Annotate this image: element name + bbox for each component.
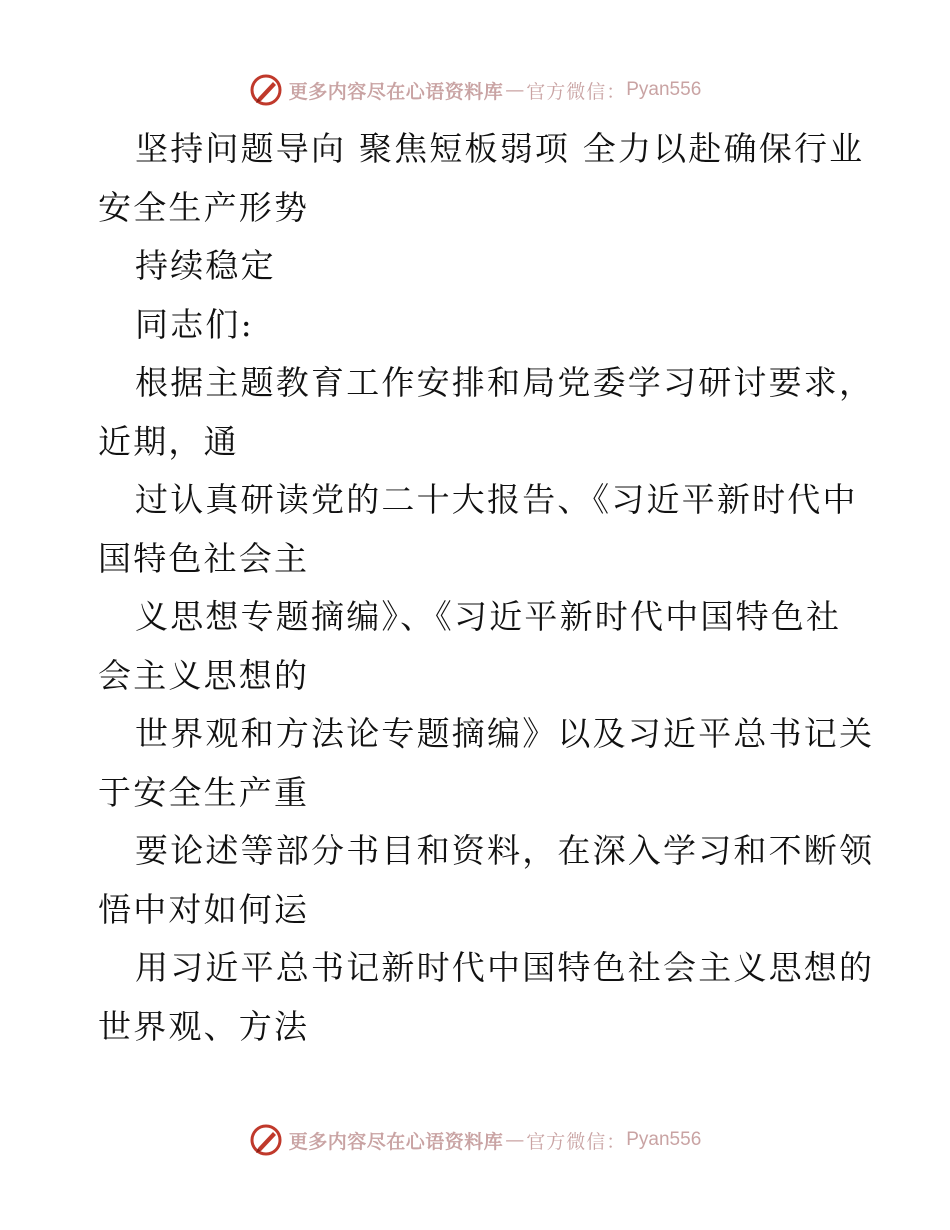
text-line: 义思想专题摘编》、《习近平新时代中国特色社: [135, 597, 842, 636]
header-banner: [0, 70, 950, 110]
banner-wechat-id: Pyan556: [626, 79, 702, 100]
banner-wechat-label: 官方微信：: [526, 80, 627, 103]
text-line: 国特色社会主: [98, 538, 310, 578]
footer-banner: [0, 1120, 950, 1160]
banner-brand: 更多内容尽在心语资料库: [288, 1130, 504, 1153]
salutation: 同志们:: [135, 304, 254, 344]
banner-separator: —: [505, 79, 525, 101]
text-line: 会主义思想的: [98, 655, 310, 695]
banner-wechat-label: 官方微信：: [526, 1130, 627, 1153]
text-line: 要论述等部分书目和资料，在深入学习和不断领: [135, 831, 875, 870]
banner-brand: 更多内容尽在心语资料库: [288, 80, 504, 103]
pen-logo-icon: [249, 73, 283, 107]
banner-wechat-id: Pyan556: [626, 1129, 702, 1150]
text-line: 于安全生产重: [98, 772, 310, 812]
text-line: 持续稳定: [135, 246, 276, 285]
document-body: [98, 120, 875, 1056]
text-line: 过认真研读党的二十大报告、《习近平新时代中: [135, 480, 858, 519]
text-line: 安全生产形势: [98, 187, 310, 227]
text-line: 用习近平总书记新时代中国特色社会主义思想的: [135, 948, 875, 987]
text-line: 世界观、方法: [98, 1006, 310, 1046]
text-line: 根据主题教育工作安排和局党委学习研讨要求，: [135, 363, 875, 402]
pen-logo-icon: [249, 1123, 283, 1157]
banner-separator: —: [505, 1129, 525, 1151]
text-line: 悟中对如何运: [98, 889, 310, 929]
text-line: 近期，通: [98, 421, 239, 461]
text-line: 世界观和方法论专题摘编》以及习近平总书记关: [135, 714, 875, 753]
text-line: 坚持问题导向 聚焦短板弱项 全力以赴确保行业: [135, 129, 865, 168]
